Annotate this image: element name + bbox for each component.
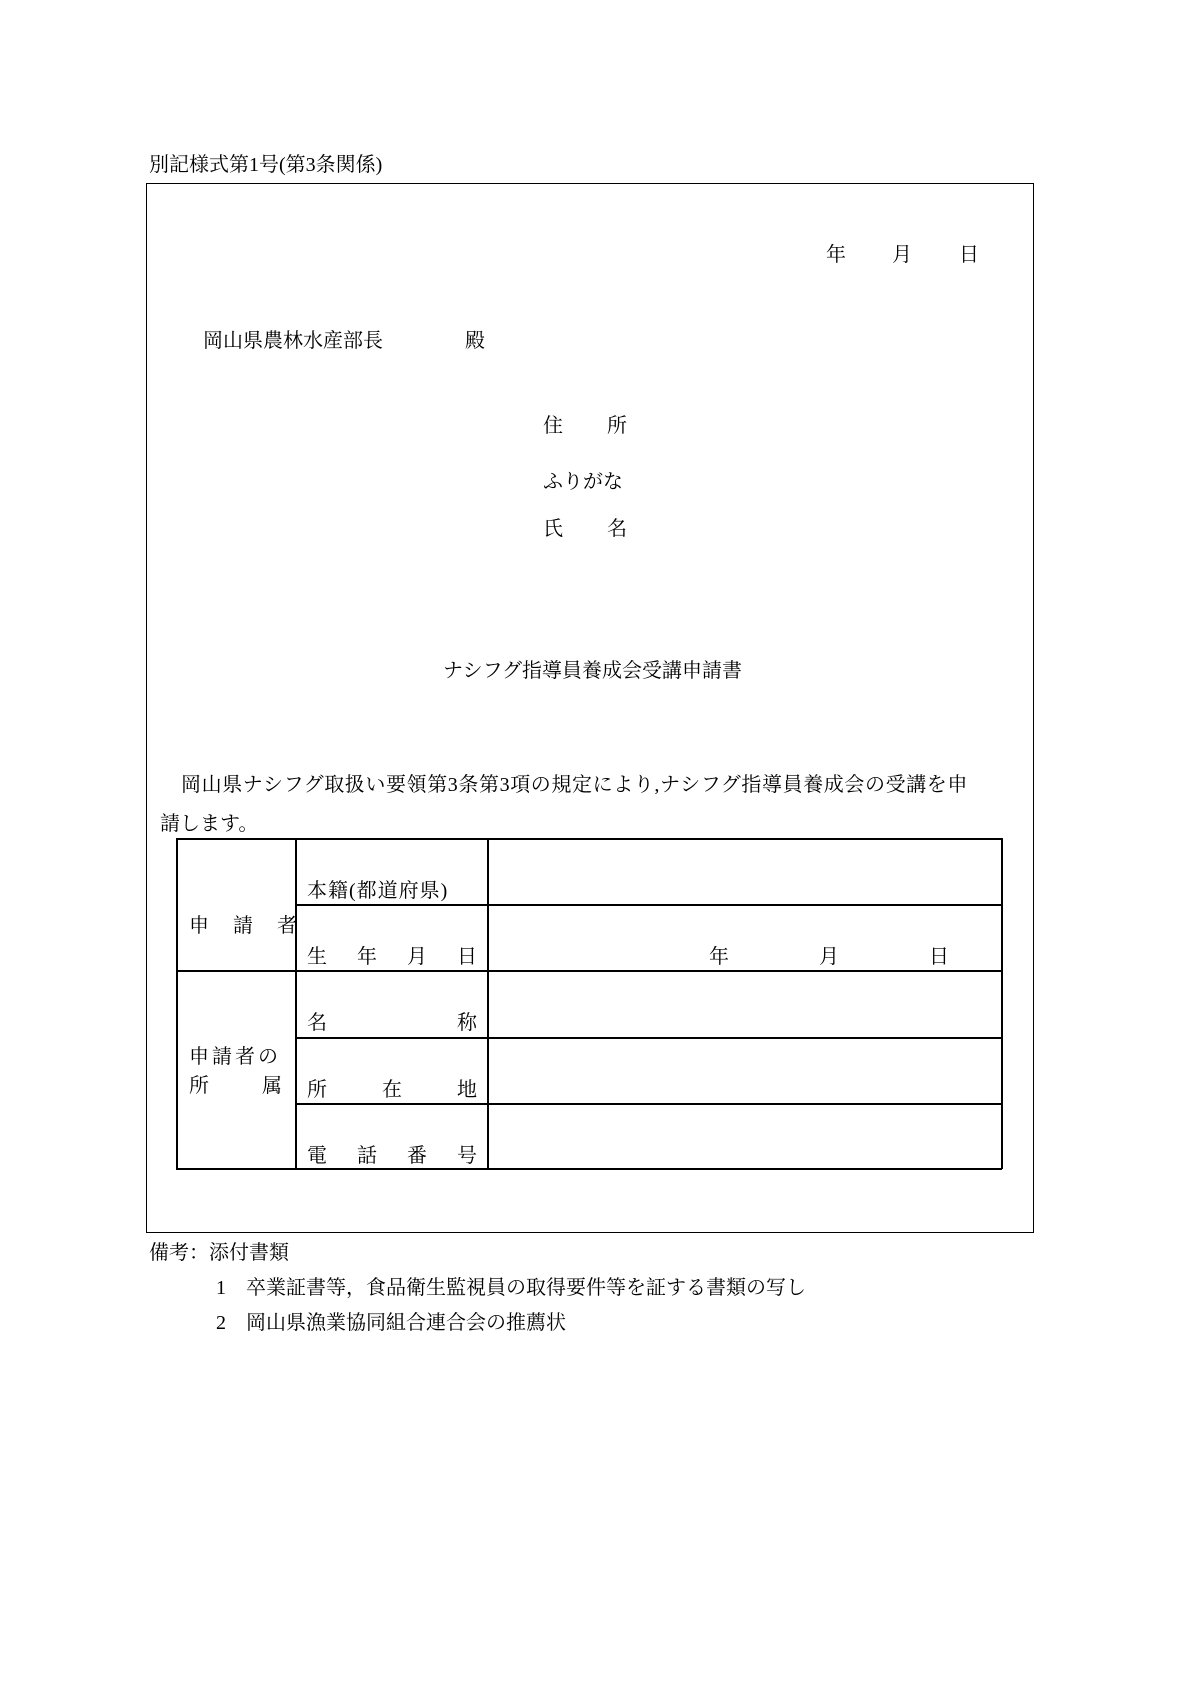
birthdate-day: 日	[929, 946, 949, 968]
row-label-phone-4: 号	[457, 1145, 477, 1167]
address-label-1: 住	[543, 415, 563, 437]
row-label-birthdate-2: 年	[357, 946, 377, 968]
name-label-2: 名	[607, 518, 627, 540]
note-2-text: 岡山県漁業協同組合連合会の推薦状	[246, 1312, 566, 1334]
name-label-1: 氏	[543, 518, 563, 540]
date-month: 月	[892, 244, 912, 266]
note-1-text: 卒業証書等，食品衛生監視員の取得要件等を証する書類の写し	[246, 1277, 806, 1299]
group-applicant: 申 請 者	[189, 915, 299, 937]
address-label-2: 所	[607, 415, 627, 437]
row-label-org-name-2: 称	[457, 1012, 477, 1034]
row-label-birthdate-1: 生	[307, 946, 327, 968]
date-day: 日	[959, 244, 979, 266]
row-label-birthdate-3: 月	[407, 946, 427, 968]
notes-heading: 備考：添付書類	[149, 1242, 289, 1264]
row-label-domicile: 本籍(都道府県)	[307, 880, 449, 902]
date-year: 年	[826, 244, 846, 266]
row-label-location-2: 在	[382, 1079, 402, 1101]
row-label-org-name-1: 名	[307, 1012, 327, 1034]
note-2-number: 2	[216, 1312, 226, 1334]
row-label-phone-3: 番	[407, 1145, 427, 1167]
note-1-number: 1	[216, 1277, 226, 1299]
row-label-phone-2: 話	[357, 1145, 377, 1167]
row-label-birthdate-4: 日	[457, 946, 477, 968]
row-label-location-1: 所	[307, 1079, 327, 1101]
document-title: ナシフグ指導員養成会受講申請書	[443, 660, 742, 682]
body-text-line2: 請します。	[160, 813, 259, 835]
group-affiliation-line1: 申請者の	[189, 1046, 281, 1068]
honorific: 殿	[465, 330, 485, 352]
row-label-phone-1: 電	[307, 1145, 327, 1167]
form-label: 別記様式第1号(第3条関係)	[149, 154, 383, 176]
group-affiliation-line2a: 所	[189, 1075, 209, 1097]
furigana-label: ふりがな	[543, 471, 623, 493]
birthdate-month: 月	[819, 946, 839, 968]
addressee: 岡山県農林水産部長	[203, 330, 383, 352]
row-label-location-3: 地	[457, 1079, 477, 1101]
birthdate-year: 年	[709, 946, 729, 968]
body-text-line1: 岡山県ナシフグ取扱い要領第3条第3項の規定により,ナシフグ指導員養成会の受講を申	[181, 774, 968, 796]
group-affiliation-line2b: 属	[262, 1075, 282, 1097]
